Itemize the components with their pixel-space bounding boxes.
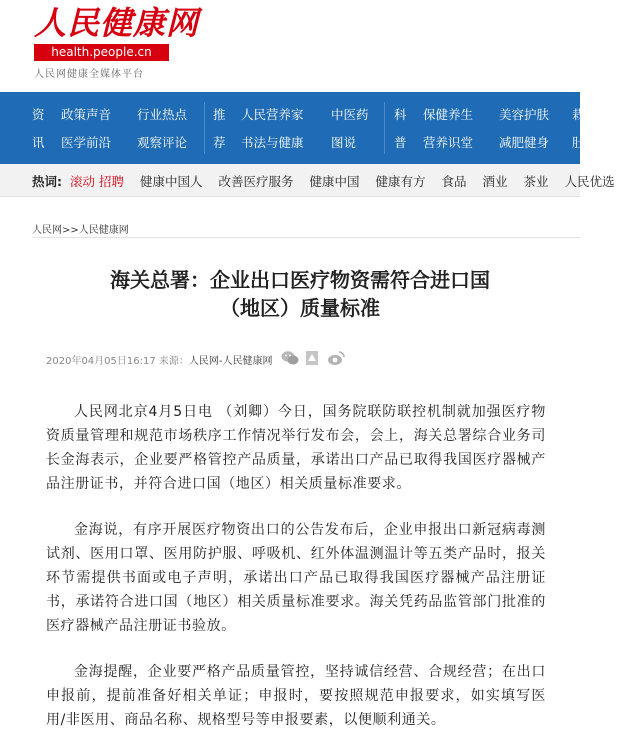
source-label: 来源： [158,356,189,367]
article-title [40,266,560,322]
article-source[interactable]: 人民网-人民健康网 [188,356,273,367]
hot-link[interactable]: 改善医疗服务 [218,174,294,189]
nav-link-tcm[interactable]: 中医药 [331,107,369,122]
hot-link[interactable]: 健康有方 [375,174,426,189]
article-paragraph: 金海说，有序开展医疗物资出口的公告发布后，企业申报出口新冠病毒测试剂、医用口罩、医用防护服、呼吸机、红外体温测温计等五类产品时，报关环节需提供书面或电子声明，承诺出口产品已取得我国医疗器械产品注册证书，承诺符合进口国（地区）相关质量标准要求。海关凭药品监管部门批准的医疗器械产品注册证书验放。 [46,522,546,634]
wechat-icon[interactable] [281,350,299,366]
site-logo[interactable]: 人民健康网 [34,4,200,42]
weibo-icon[interactable] [327,350,345,366]
nav-section-zixun-2: 讯 [32,135,45,150]
logo-url-badge[interactable]: health.people.cn [34,44,169,61]
hot-link[interactable]: 食品 [441,174,467,189]
logo-subtitle: 人民网健康全媒体平台 [34,69,144,80]
nav-link-health-care[interactable]: 保健养生 [423,107,474,122]
nav-divider [204,102,205,154]
hot-link[interactable]: 健康中国 [309,174,360,189]
article-meta [46,352,273,367]
article-paragraph: 金海提醒，企业要严格产品质量管控，坚持诚信经营、合规经营；在出口申报前，提前准备好相关单证；申报时，要按照规范申报要求，如实填写医用/非医用、商品名称、规格型号等申报要素，以便顺利通关。 [46,664,546,728]
hot-words-bar [0,164,615,197]
hot-link-scroll-recruit[interactable]: 滚动 招聘 [70,174,124,189]
hot-link[interactable]: 健康中国人 [140,174,203,189]
site-header [0,0,580,92]
hot-link[interactable]: 酒业 [482,174,508,189]
qzone-icon[interactable] [305,350,319,366]
nav-section-tuijian-1: 推 [213,107,226,122]
nav-link-fitness[interactable]: 减肥健身 [499,135,550,150]
article-title-line: （地区）质量标准 [220,296,380,320]
article-body [46,400,546,754]
nav-link-policy[interactable]: 政策声音 [61,107,112,122]
nav-link-commentary[interactable]: 观察评论 [137,135,188,150]
article-paragraph: 人民网北京4月5日电 （刘卿）今日，国务院联防联控机制就加强医疗物资质量管理和规范市场秩序工作情况举行发布会，会上，海关总署综合业务司长金海表示，企业要严格管控产品质量，承诺出口产品已取得我国医疗器械产品注册证书，并符合进口国（地区）相关质量标准要求。 [46,404,546,492]
hot-words-list [140,172,627,190]
article-date: 2020年04月05日16:17 [46,356,156,367]
nav-link-overflow-2[interactable]: 肚 [572,135,585,150]
hot-link[interactable]: 茶业 [523,174,549,189]
nav-link-industry-hot[interactable]: 行业热点 [137,107,188,122]
hot-link[interactable]: 人民优选 [564,174,615,189]
breadcrumb[interactable]: 人民网>>人民健康网 [32,225,129,236]
hot-words-label: 热词: [32,174,62,189]
nav-link-nutrition-class[interactable]: 营养识堂 [423,135,474,150]
nav-link-calligraphy[interactable]: 书法与健康 [241,135,304,150]
nav-link-medical-frontier[interactable]: 医学前沿 [61,135,112,150]
nav-link-nutrition[interactable]: 人民营养家 [241,107,304,122]
divider [32,237,580,238]
nav-section-zixun-1: 资 [32,107,45,122]
nav-link-picture[interactable]: 图说 [331,135,357,150]
nav-link-skincare[interactable]: 美容护肤 [499,107,550,122]
article-title-line: 海关总署：企业出口医疗物资需符合进口国 [110,268,490,292]
main-nav [0,92,585,164]
nav-section-kepu-1: 科 [394,107,407,122]
nav-section-kepu-2: 普 [394,135,407,150]
nav-link-overflow-1[interactable]: 栽 [572,107,585,122]
nav-section-tuijian-2: 荐 [213,135,226,150]
nav-divider [384,102,385,154]
